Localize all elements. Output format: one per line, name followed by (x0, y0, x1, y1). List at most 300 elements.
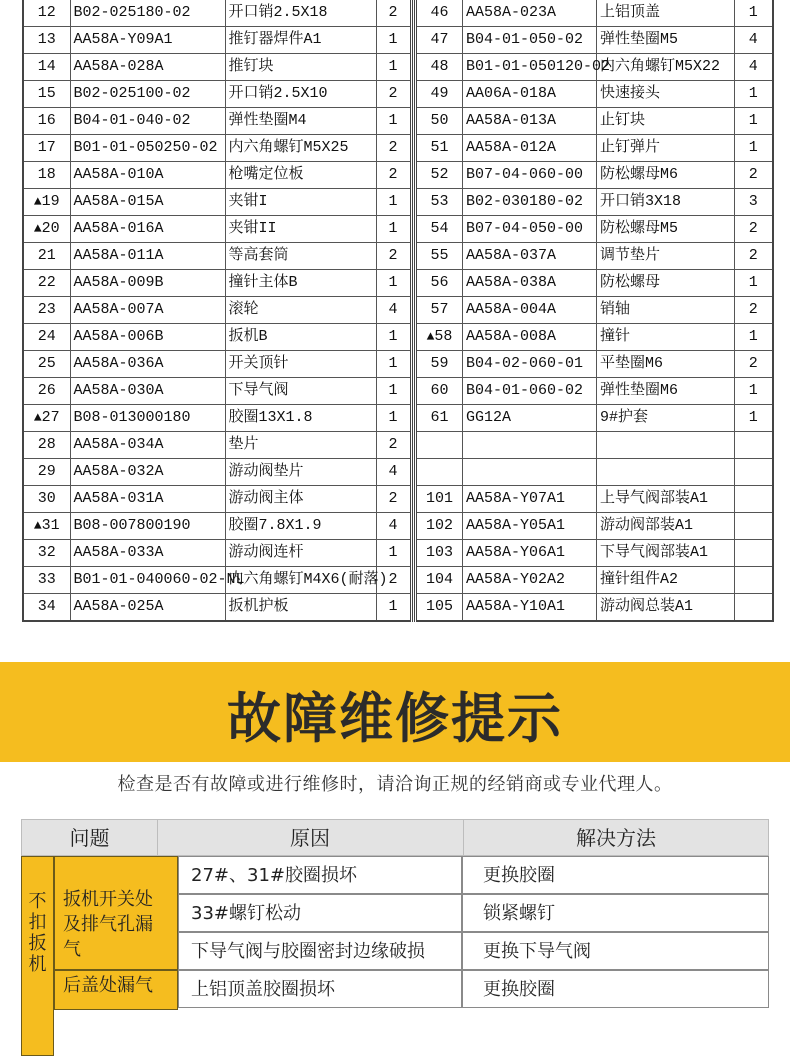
table-row (416, 189, 773, 216)
part-code: AA06A-018A (463, 81, 597, 108)
part-code: AA58A-032A (70, 459, 225, 486)
table-row (23, 108, 411, 135)
table-row (416, 0, 773, 27)
table-row (416, 162, 773, 189)
table-row (23, 216, 411, 243)
part-code: AA58A-007A (70, 297, 225, 324)
part-code: AA58A-010A (70, 162, 225, 189)
part-qty: 2 (376, 432, 411, 459)
part-number: 25 (37, 355, 56, 372)
part-number-cell (416, 594, 463, 622)
part-number-cell (416, 378, 463, 405)
part-number: 58 (434, 328, 453, 345)
table-row (23, 243, 411, 270)
table-row (416, 540, 773, 567)
table-row (416, 432, 773, 459)
part-code: AA58A-Y09A1 (70, 27, 225, 54)
part-number-cell (416, 243, 463, 270)
part-qty: 2 (376, 0, 411, 27)
part-code: B01-01-050120-02 (463, 54, 597, 81)
part-name: 防松螺母M6 (597, 162, 735, 189)
part-name: 胶圈13X1.8 (225, 405, 376, 432)
part-number-cell (416, 54, 463, 81)
part-code: AA58A-031A (70, 486, 225, 513)
part-number: 21 (37, 247, 56, 264)
part-name: 止钉块 (597, 108, 735, 135)
wear-part-mark: ▲ (33, 410, 42, 425)
solution-cell: 更换胶圈 (462, 856, 769, 894)
table-row (23, 486, 411, 513)
part-number-cell (23, 459, 70, 486)
section-title: 故障维修提示 (227, 687, 563, 750)
section-subtitle: 检查是否有故障或进行维修时，请洽询正规的经销商或专业代理人。 (117, 774, 673, 795)
part-number: 24 (37, 328, 56, 345)
part-number: 13 (37, 31, 56, 48)
part-qty: 2 (376, 567, 411, 594)
parts-table-left (22, 0, 413, 622)
table-row (23, 54, 411, 81)
part-qty: 1 (376, 270, 411, 297)
part-number: 51 (430, 139, 449, 156)
wear-part-mark: ▲ (33, 194, 42, 209)
part-code: AA58A-028A (70, 54, 225, 81)
part-number: 27 (41, 409, 60, 426)
part-name: 下导气阀 (225, 378, 376, 405)
part-qty: 2 (376, 162, 411, 189)
part-code (463, 432, 597, 459)
part-number: 34 (37, 598, 56, 615)
part-code: AA58A-034A (70, 432, 225, 459)
part-code: B02-025100-02 (70, 81, 225, 108)
part-name: 弹性垫圈M4 (225, 108, 376, 135)
part-number-cell (23, 135, 70, 162)
part-code: GG12A (463, 405, 597, 432)
part-number-cell (23, 54, 70, 81)
part-code: AA58A-006B (70, 324, 225, 351)
part-code: AA58A-008A (463, 324, 597, 351)
part-qty: 4 (376, 459, 411, 486)
part-number-cell (23, 216, 70, 243)
part-number: 29 (37, 463, 56, 480)
part-qty: 2 (376, 135, 411, 162)
part-name: 平垫圈M6 (597, 351, 735, 378)
part-name: 上铝顶盖 (597, 0, 735, 27)
table-row (23, 189, 411, 216)
table-row (23, 405, 411, 432)
part-name: 止钉弹片 (597, 135, 735, 162)
part-number: 22 (37, 274, 56, 291)
table-row (416, 405, 773, 432)
part-name: 9#护套 (597, 405, 735, 432)
part-number-cell (23, 0, 70, 27)
part-code: B08-013000180 (70, 405, 225, 432)
part-name: 防松螺母 (597, 270, 735, 297)
part-number: 20 (41, 220, 60, 237)
part-name: 开口销3X18 (597, 189, 735, 216)
part-code: AA58A-011A (70, 243, 225, 270)
part-qty (735, 594, 773, 622)
part-qty: 1 (376, 594, 411, 622)
part-name: 弹性垫圈M6 (597, 378, 735, 405)
part-name: 夹钳I (225, 189, 376, 216)
part-code: AA58A-009B (70, 270, 225, 297)
wear-part-mark: ▲ (33, 518, 42, 533)
part-code: B02-025180-02 (70, 0, 225, 27)
table-row (416, 351, 773, 378)
part-number-cell (416, 405, 463, 432)
part-number: 102 (425, 517, 453, 534)
part-qty: 2 (735, 243, 773, 270)
table-row (416, 297, 773, 324)
part-number: 26 (37, 382, 56, 399)
part-qty: 1 (376, 216, 411, 243)
part-qty: 4 (735, 54, 773, 81)
part-code: AA58A-025A (70, 594, 225, 622)
part-number-cell (23, 270, 70, 297)
part-number: 105 (425, 598, 453, 615)
solution-cell: 锁紧螺钉 (462, 894, 769, 932)
part-number: 19 (41, 193, 60, 210)
part-number-cell (416, 324, 463, 351)
part-name (597, 432, 735, 459)
table-row (416, 135, 773, 162)
part-code: AA58A-030A (70, 378, 225, 405)
part-number: 59 (430, 355, 449, 372)
part-qty: 2 (376, 486, 411, 513)
part-number-cell (416, 297, 463, 324)
category-label: 不扣扳机 (28, 891, 47, 975)
part-code: AA58A-036A (70, 351, 225, 378)
part-name: 枪嘴定位板 (225, 162, 376, 189)
table-row (416, 324, 773, 351)
header-problem: 问题 (22, 820, 158, 856)
part-qty (735, 432, 773, 459)
table-row (416, 54, 773, 81)
part-number-cell (416, 540, 463, 567)
part-name: 内六角螺钉M5X22 (597, 54, 735, 81)
part-number: 49 (430, 85, 449, 102)
part-name: 防松螺母M5 (597, 216, 735, 243)
part-number-cell (23, 162, 70, 189)
table-row (23, 270, 411, 297)
part-number: 57 (430, 301, 449, 318)
part-number-cell (416, 27, 463, 54)
part-number: 16 (37, 112, 56, 129)
part-number-cell (416, 135, 463, 162)
part-qty: 4 (376, 513, 411, 540)
part-number-cell (23, 540, 70, 567)
part-name: 撞针主体B (225, 270, 376, 297)
part-qty: 1 (376, 324, 411, 351)
part-code: B01-01-050250-02 (70, 135, 225, 162)
table-body (21, 856, 769, 1056)
part-qty: 2 (735, 297, 773, 324)
parts-table-right (414, 0, 774, 622)
part-number-cell (416, 162, 463, 189)
part-name: 下导气阀部装A1 (597, 540, 735, 567)
part-code: AA58A-013A (463, 108, 597, 135)
part-code: AA58A-Y02A2 (463, 567, 597, 594)
part-qty: 2 (735, 216, 773, 243)
part-qty (735, 459, 773, 486)
part-number-cell (416, 216, 463, 243)
part-qty: 1 (735, 270, 773, 297)
part-name: 垫片 (225, 432, 376, 459)
part-name: 推钉块 (225, 54, 376, 81)
part-number-cell (416, 81, 463, 108)
part-code: B04-01-040-02 (70, 108, 225, 135)
table-row (23, 378, 411, 405)
part-code (463, 459, 597, 486)
part-number: 23 (37, 301, 56, 318)
section-banner (0, 662, 790, 762)
part-name: 撞针组件A2 (597, 567, 735, 594)
part-name: 扳机护板 (225, 594, 376, 622)
part-code: AA58A-015A (70, 189, 225, 216)
part-qty: 1 (376, 540, 411, 567)
table-row (23, 459, 411, 486)
table-row (416, 270, 773, 297)
part-qty: 1 (376, 54, 411, 81)
part-code: AA58A-Y07A1 (463, 486, 597, 513)
part-name: 内六角螺钉M5X25 (225, 135, 376, 162)
part-code: AA58A-012A (463, 135, 597, 162)
part-number: 53 (430, 193, 449, 210)
part-code: B04-01-060-02 (463, 378, 597, 405)
part-qty: 1 (735, 0, 773, 27)
part-number-cell (23, 513, 70, 540)
part-code: AA58A-037A (463, 243, 597, 270)
solution-cell: 更换胶圈 (462, 970, 769, 1008)
part-name: 游动阀部装A1 (597, 513, 735, 540)
part-number: 54 (430, 220, 449, 237)
part-number: 31 (41, 517, 60, 534)
part-number-cell (416, 513, 463, 540)
problem-cell: 扳机开关处及排气孔漏气 (54, 856, 178, 970)
troubleshooting-table (21, 819, 769, 1000)
part-number-cell (416, 459, 463, 486)
part-code: AA58A-038A (463, 270, 597, 297)
part-qty: 2 (376, 243, 411, 270)
cause-cell: 上铝顶盖胶圈损坏 (178, 970, 462, 1008)
table-row (23, 81, 411, 108)
part-name: 扳机B (225, 324, 376, 351)
part-qty: 1 (735, 108, 773, 135)
part-code: B04-02-060-01 (463, 351, 597, 378)
table-row (23, 27, 411, 54)
part-code: B08-007800190 (70, 513, 225, 540)
part-number: 52 (430, 166, 449, 183)
part-number-cell (23, 189, 70, 216)
header-solution: 解决方法 (576, 826, 656, 850)
part-name: 销轴 (597, 297, 735, 324)
table-row (23, 0, 411, 27)
table-row (23, 162, 411, 189)
part-name: 夹钳II (225, 216, 376, 243)
part-qty: 4 (376, 297, 411, 324)
part-number-cell (23, 567, 70, 594)
part-number: 50 (430, 112, 449, 129)
part-number-cell (23, 378, 70, 405)
table-row (23, 135, 411, 162)
table-row (23, 351, 411, 378)
part-qty: 1 (376, 378, 411, 405)
part-code: AA58A-004A (463, 297, 597, 324)
part-number-cell (416, 189, 463, 216)
part-qty (735, 540, 773, 567)
part-name: 游动阀主体 (225, 486, 376, 513)
part-number-cell (416, 432, 463, 459)
part-number: 61 (430, 409, 449, 426)
part-number-cell (416, 351, 463, 378)
part-qty: 2 (376, 81, 411, 108)
part-qty: 1 (376, 27, 411, 54)
table-row (416, 459, 773, 486)
part-name: 内六角螺钉M4X6(耐落) (225, 567, 376, 594)
part-code: AA58A-016A (70, 216, 225, 243)
part-code: B02-030180-02 (463, 189, 597, 216)
part-number-cell (23, 486, 70, 513)
wear-part-mark: ▲ (426, 329, 435, 344)
table-row (416, 216, 773, 243)
solution-cell: 更换下导气阀 (462, 932, 769, 970)
part-number: 33 (37, 571, 56, 588)
part-qty: 4 (735, 27, 773, 54)
table-row (416, 243, 773, 270)
part-name: 撞针 (597, 324, 735, 351)
table-row (416, 567, 773, 594)
part-qty (735, 513, 773, 540)
table-row (416, 486, 773, 513)
part-code: B07-04-060-00 (463, 162, 597, 189)
part-number: 47 (430, 31, 449, 48)
part-number-cell (23, 351, 70, 378)
part-number-cell (416, 486, 463, 513)
table-row (23, 513, 411, 540)
part-name: 开口销2.5X18 (225, 0, 376, 27)
part-name: 游动阀垫片 (225, 459, 376, 486)
part-qty: 2 (735, 351, 773, 378)
table-row (23, 594, 411, 622)
part-number: 104 (425, 571, 453, 588)
part-number: 12 (37, 4, 56, 21)
part-number: 18 (37, 166, 56, 183)
part-code: B07-04-050-00 (463, 216, 597, 243)
part-qty: 1 (735, 378, 773, 405)
part-qty: 1 (735, 81, 773, 108)
part-number: 15 (37, 85, 56, 102)
part-name: 弹性垫圈M5 (597, 27, 735, 54)
part-qty: 1 (376, 405, 411, 432)
part-code: B01-01-040060-02-NL (70, 567, 225, 594)
part-qty: 1 (735, 405, 773, 432)
part-name: 调节垫片 (597, 243, 735, 270)
part-number-cell (23, 594, 70, 622)
part-number: 17 (37, 139, 56, 156)
table-row (416, 27, 773, 54)
problem-cell: 后盖处漏气 (54, 970, 178, 1010)
part-qty: 1 (376, 108, 411, 135)
table-header-row (21, 819, 769, 856)
part-code: AA58A-Y05A1 (463, 513, 597, 540)
part-name: 推钉器焊件A1 (225, 27, 376, 54)
part-number-cell (23, 27, 70, 54)
part-number: 30 (37, 490, 56, 507)
part-qty: 2 (735, 162, 773, 189)
table-row (416, 108, 773, 135)
part-number: 28 (37, 436, 56, 453)
table-row (23, 324, 411, 351)
part-name: 开口销2.5X10 (225, 81, 376, 108)
table-row (23, 567, 411, 594)
part-number-cell (23, 81, 70, 108)
wear-part-mark: ▲ (33, 221, 42, 236)
header-cause: 原因 (157, 820, 464, 856)
part-qty: 1 (376, 189, 411, 216)
part-qty: 1 (735, 135, 773, 162)
part-number-cell (23, 243, 70, 270)
part-name: 快速接头 (597, 81, 735, 108)
table-row (23, 297, 411, 324)
part-name: 滚轮 (225, 297, 376, 324)
table-row (416, 594, 773, 622)
part-code: AA58A-033A (70, 540, 225, 567)
part-number-cell (416, 270, 463, 297)
part-number-cell (416, 108, 463, 135)
part-name: 上导气阀部装A1 (597, 486, 735, 513)
part-qty (735, 567, 773, 594)
part-number-cell (23, 297, 70, 324)
part-number-cell (23, 405, 70, 432)
part-code: AA58A-Y10A1 (463, 594, 597, 622)
part-name: 等高套筒 (225, 243, 376, 270)
part-name (597, 459, 735, 486)
table-row (416, 81, 773, 108)
part-code: B04-01-050-02 (463, 27, 597, 54)
part-code: AA58A-Y06A1 (463, 540, 597, 567)
part-number: 48 (430, 58, 449, 75)
table-row (416, 378, 773, 405)
table-row (23, 540, 411, 567)
part-qty (735, 486, 773, 513)
part-qty: 1 (735, 324, 773, 351)
part-number-cell (23, 432, 70, 459)
part-name: 游动阀总装A1 (597, 594, 735, 622)
part-qty: 1 (376, 351, 411, 378)
cause-cell: 下导气阀与胶圈密封边缘破损 (178, 932, 462, 970)
cause-cell: 27#、31#胶圈损坏 (178, 856, 462, 894)
part-qty: 3 (735, 189, 773, 216)
part-number-cell (23, 324, 70, 351)
part-number-cell (416, 567, 463, 594)
table-row (23, 432, 411, 459)
part-number: 101 (425, 490, 453, 507)
part-number: 56 (430, 274, 449, 291)
part-number: 32 (37, 544, 56, 561)
part-number: 46 (430, 4, 449, 21)
part-code: AA58A-023A (463, 0, 597, 27)
part-name: 胶圈7.8X1.9 (225, 513, 376, 540)
category-cell (21, 856, 54, 1056)
table-row (416, 513, 773, 540)
part-number-cell (416, 0, 463, 27)
part-name: 游动阀连杆 (225, 540, 376, 567)
cause-cell: 33#螺钉松动 (178, 894, 462, 932)
part-number-cell (23, 108, 70, 135)
part-number: 60 (430, 382, 449, 399)
parts-list (22, 0, 771, 622)
part-number: 14 (37, 58, 56, 75)
